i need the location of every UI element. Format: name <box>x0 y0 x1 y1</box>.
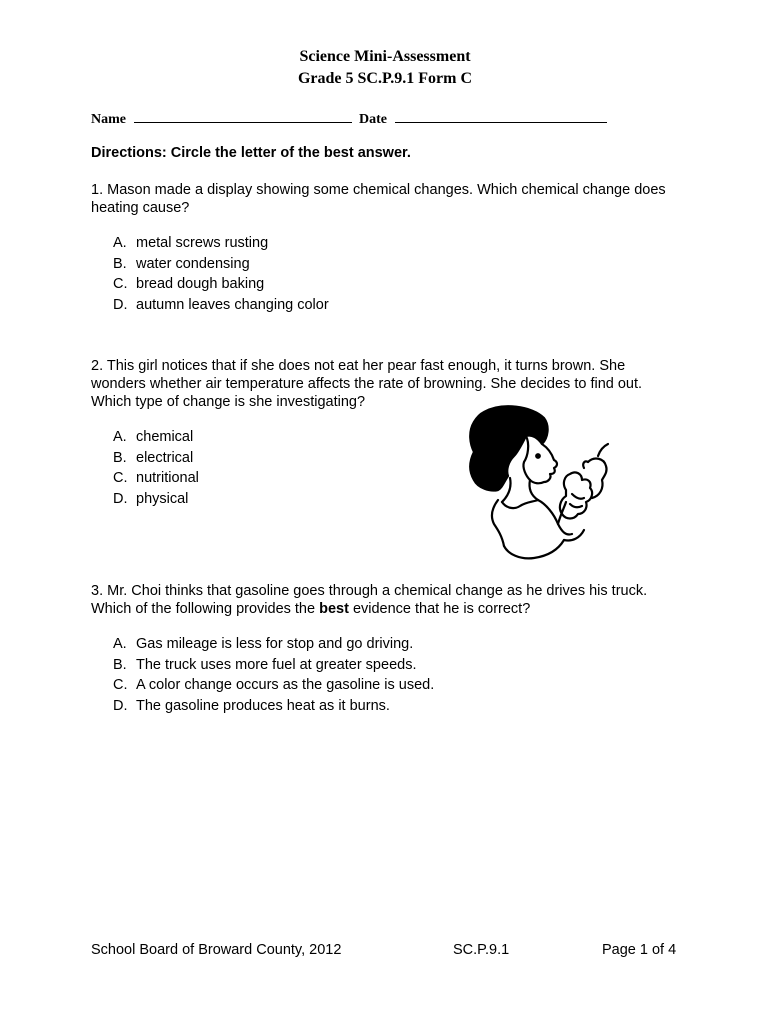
choice-text: bread dough baking <box>136 276 265 292</box>
girl-eating-pear-illustration <box>462 404 622 564</box>
question-3-text-start: 3. Mr. Choi thinks that gasoline goes through a chemical change as he drives his truck. Which of the following provides the <box>91 583 648 617</box>
choice-text: metal screws rusting <box>136 235 269 251</box>
choice-2a[interactable] <box>113 427 199 448</box>
choice-text: A color change occurs as the gasoline is used. <box>136 677 435 693</box>
choice-letter: A. <box>113 429 127 445</box>
choice-text: physical <box>136 490 189 507</box>
choice-3c[interactable] <box>113 675 434 696</box>
name-date-line <box>91 110 607 128</box>
choice-letter: B. <box>113 656 127 673</box>
question-2-choices <box>113 427 199 509</box>
choice-1b[interactable] <box>113 254 329 275</box>
question-3-choices <box>113 634 434 716</box>
choice-text: water condensing <box>136 255 250 272</box>
directions-text: Directions: Circle the letter of the best answer. <box>91 145 411 161</box>
choice-text: The gasoline produces heat as it burns. <box>136 697 390 714</box>
question-3-text <box>91 582 681 618</box>
name-label: Name <box>91 112 126 127</box>
choice-text: Gas mileage is less for stop and go driving. <box>136 636 414 652</box>
choice-letter: B. <box>113 449 127 466</box>
footer-standard: SC.P.9.1 <box>453 942 510 958</box>
choice-3a[interactable] <box>113 634 434 655</box>
page-subtitle: Grade 5 SC.P.9.1 Form C <box>297 70 473 87</box>
choice-1a[interactable] <box>113 233 329 254</box>
choice-text: chemical <box>136 429 194 445</box>
question-2-text: 2. This girl notices that if she does not eat her pear fast enough, it turns brown. She wonders whether air temperature affects the rate of browning. She decides to find out. Which type of change is she investigating? <box>91 358 643 410</box>
choice-2b[interactable] <box>113 448 199 469</box>
question-1-text: 1. Mason made a display showing some chemical changes. Which chemical change does heating cause? <box>91 182 666 216</box>
choice-1d[interactable] <box>113 295 329 316</box>
choice-letter: C. <box>113 677 128 693</box>
choice-text: The truck uses more fuel at greater speeds. <box>136 656 417 673</box>
choice-text: electrical <box>136 449 194 466</box>
choice-3b[interactable] <box>113 655 434 676</box>
footer-organization: School Board of Broward County, 2012 <box>91 942 342 958</box>
choice-text: nutritional <box>136 470 199 486</box>
choice-letter: A. <box>113 235 127 251</box>
question-1-choices <box>113 233 329 315</box>
choice-letter: D. <box>113 697 128 714</box>
choice-letter: D. <box>113 490 128 507</box>
choice-2d[interactable] <box>113 489 199 510</box>
footer-page-number: Page 1 of 4 <box>602 942 677 958</box>
choice-letter: A. <box>113 636 127 652</box>
choice-letter: C. <box>113 470 128 486</box>
choice-text: autumn leaves changing color <box>136 296 329 313</box>
question-3-emphasis: best <box>319 601 349 617</box>
question-3-text-end: evidence that he is correct? <box>348 601 531 617</box>
date-label: Date <box>359 112 387 127</box>
choice-letter: B. <box>113 255 127 272</box>
choice-letter: C. <box>113 276 128 292</box>
date-blank[interactable] <box>395 110 607 123</box>
page-title: Science Mini-Assessment <box>299 48 471 65</box>
choice-2c[interactable] <box>113 468 199 489</box>
choice-3d[interactable] <box>113 696 434 717</box>
choice-1c[interactable] <box>113 274 329 295</box>
choice-letter: D. <box>113 296 128 313</box>
name-blank[interactable] <box>134 110 352 123</box>
